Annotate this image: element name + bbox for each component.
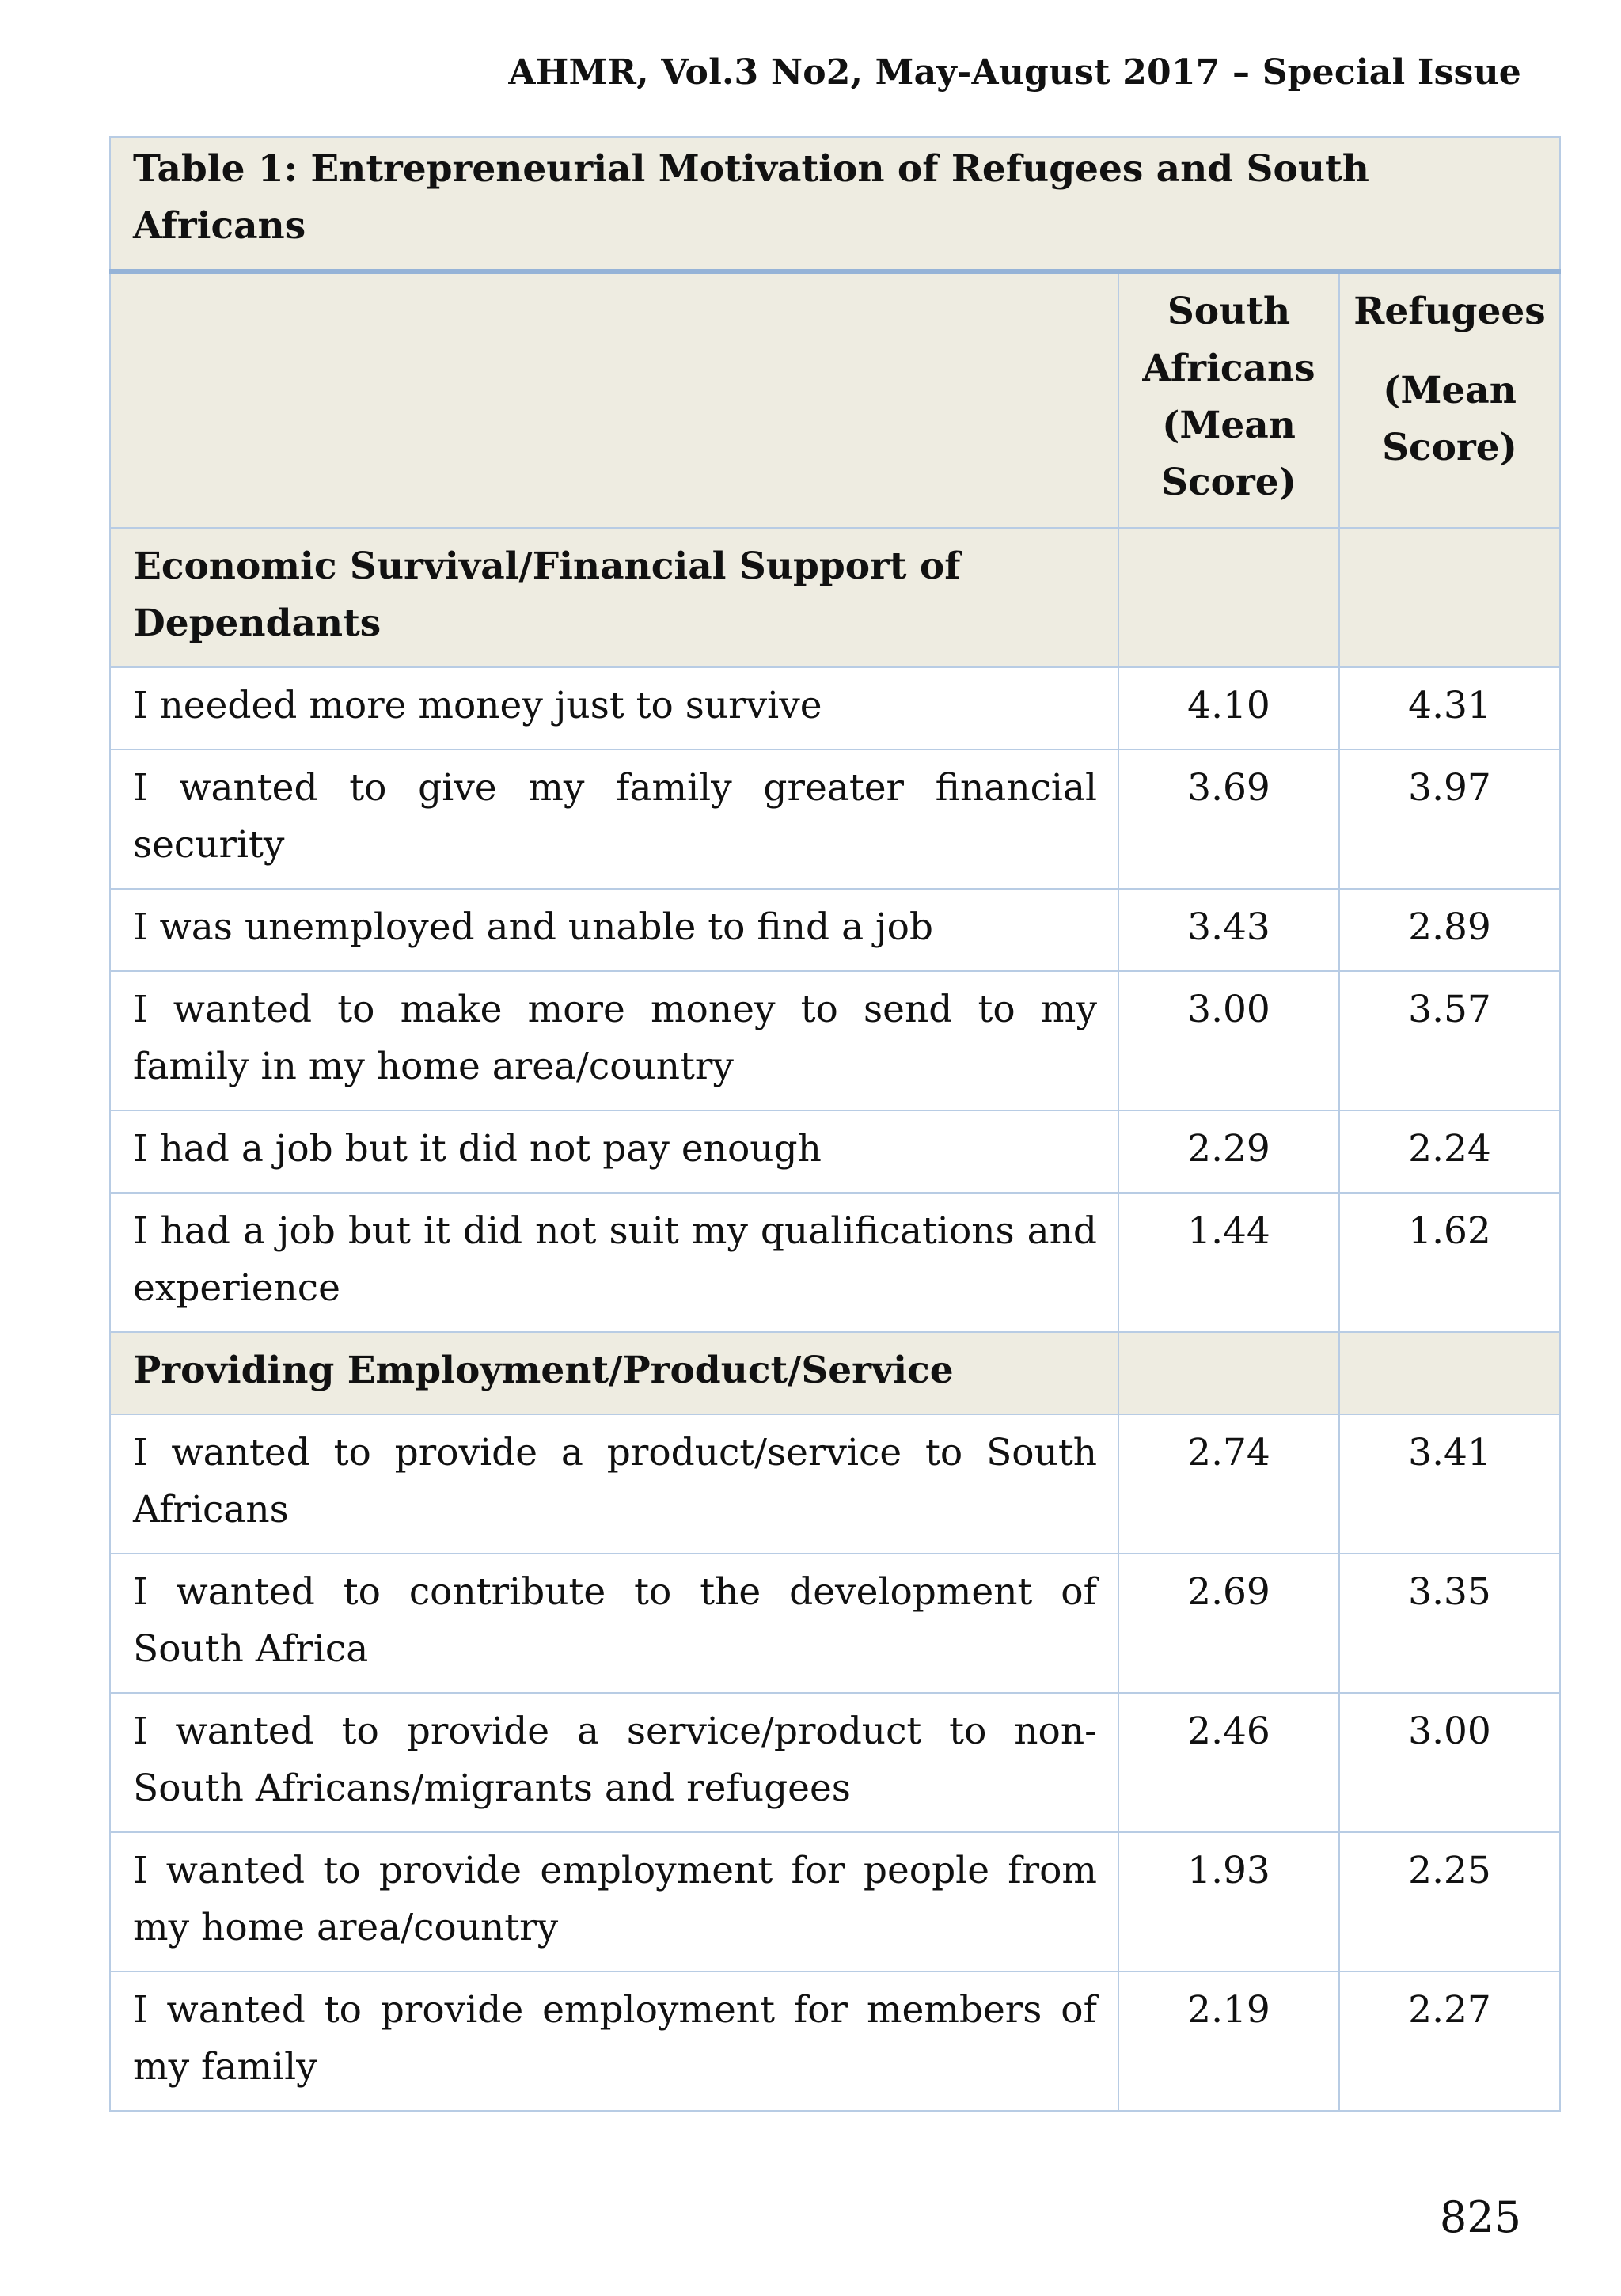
row-label: I wanted to make more money to send to my family in my home area/country <box>110 971 1118 1110</box>
column-header-refugees <box>1339 271 1560 528</box>
value-refugees: 3.97 <box>1339 750 1560 889</box>
row-label: I needed more money just to survive <box>110 667 1118 750</box>
value-refugees: 1.62 <box>1339 1193 1560 1332</box>
col-sa-line1: South <box>1167 290 1291 333</box>
table-row <box>110 1554 1560 1693</box>
table-row <box>110 971 1560 1110</box>
value-south-africans: 2.69 <box>1118 1554 1339 1693</box>
value-south-africans: 2.74 <box>1118 1414 1339 1554</box>
value-south-africans: 1.93 <box>1118 1832 1339 1972</box>
row-label: I wanted to provide employment for people from my home area/country <box>110 1832 1118 1972</box>
section-empty-ref <box>1339 528 1560 667</box>
value-refugees: 2.24 <box>1339 1110 1560 1193</box>
col-sa-line2: Africans <box>1142 347 1315 390</box>
table-title: Table 1: Entrepreneurial Motivation of Refugees and South Africans <box>110 137 1560 271</box>
value-south-africans: 3.43 <box>1118 889 1339 971</box>
row-label: I wanted to provide a service/product to non-South Africans/migrants and refugees <box>110 1693 1118 1832</box>
table-row <box>110 1972 1560 2111</box>
value-south-africans: 1.44 <box>1118 1193 1339 1332</box>
value-south-africans: 2.29 <box>1118 1110 1339 1193</box>
value-south-africans: 3.00 <box>1118 971 1339 1110</box>
section-empty-ref <box>1339 1332 1560 1414</box>
value-refugees: 2.89 <box>1339 889 1560 971</box>
row-label: I wanted to provide employment for members of my family <box>110 1972 1118 2111</box>
column-header-row <box>110 271 1560 528</box>
table-row <box>110 889 1560 971</box>
value-south-africans: 2.46 <box>1118 1693 1339 1832</box>
value-south-africans: 4.10 <box>1118 667 1339 750</box>
col-ref-line3: Score) <box>1382 426 1517 469</box>
col-sa-line4: Score) <box>1161 461 1296 504</box>
column-header-south-africans <box>1118 271 1339 528</box>
value-south-africans: 2.19 <box>1118 1972 1339 2111</box>
value-refugees: 2.25 <box>1339 1832 1560 1972</box>
table-row <box>110 1414 1560 1554</box>
col-sa-line3: (Mean <box>1162 404 1296 447</box>
table-row <box>110 750 1560 889</box>
value-refugees: 2.27 <box>1339 1972 1560 2111</box>
value-refugees: 3.35 <box>1339 1554 1560 1693</box>
section-heading: Economic Survival/Financial Support of Dependants <box>110 528 1118 667</box>
row-label: I wanted to give my family greater financial security <box>110 750 1118 889</box>
section-header-row <box>110 528 1560 667</box>
value-refugees: 3.41 <box>1339 1414 1560 1554</box>
section-empty-sa <box>1118 528 1339 667</box>
section-heading: Providing Employment/Product/Service <box>110 1332 1118 1414</box>
value-refugees: 4.31 <box>1339 667 1560 750</box>
value-south-africans: 3.69 <box>1118 750 1339 889</box>
row-label: I wanted to contribute to the development of South Africa <box>110 1554 1118 1693</box>
value-refugees: 3.57 <box>1339 971 1560 1110</box>
running-header: AHMR, Vol.3 No2, May-August 2017 – Special Issue <box>508 52 1521 93</box>
row-label: I had a job but it did not pay enough <box>110 1110 1118 1193</box>
table-row <box>110 1832 1560 1972</box>
table-row <box>110 1110 1560 1193</box>
header-empty-cell <box>110 271 1118 528</box>
row-label: I had a job but it did not suit my qualifications and experience <box>110 1193 1118 1332</box>
motivation-table <box>109 136 1561 2112</box>
col-ref-line1: Refugees <box>1353 290 1546 333</box>
row-label: I wanted to provide a product/service to South Africans <box>110 1414 1118 1554</box>
value-refugees: 3.00 <box>1339 1693 1560 1832</box>
col-ref-line2: (Mean <box>1383 369 1517 412</box>
table-row <box>110 1693 1560 1832</box>
page-number: 825 <box>1439 2192 1521 2242</box>
row-label: I was unemployed and unable to find a job <box>110 889 1118 971</box>
section-header-row <box>110 1332 1560 1414</box>
table-row <box>110 1193 1560 1332</box>
table-title-row <box>110 137 1560 271</box>
section-empty-sa <box>1118 1332 1339 1414</box>
table-row <box>110 667 1560 750</box>
